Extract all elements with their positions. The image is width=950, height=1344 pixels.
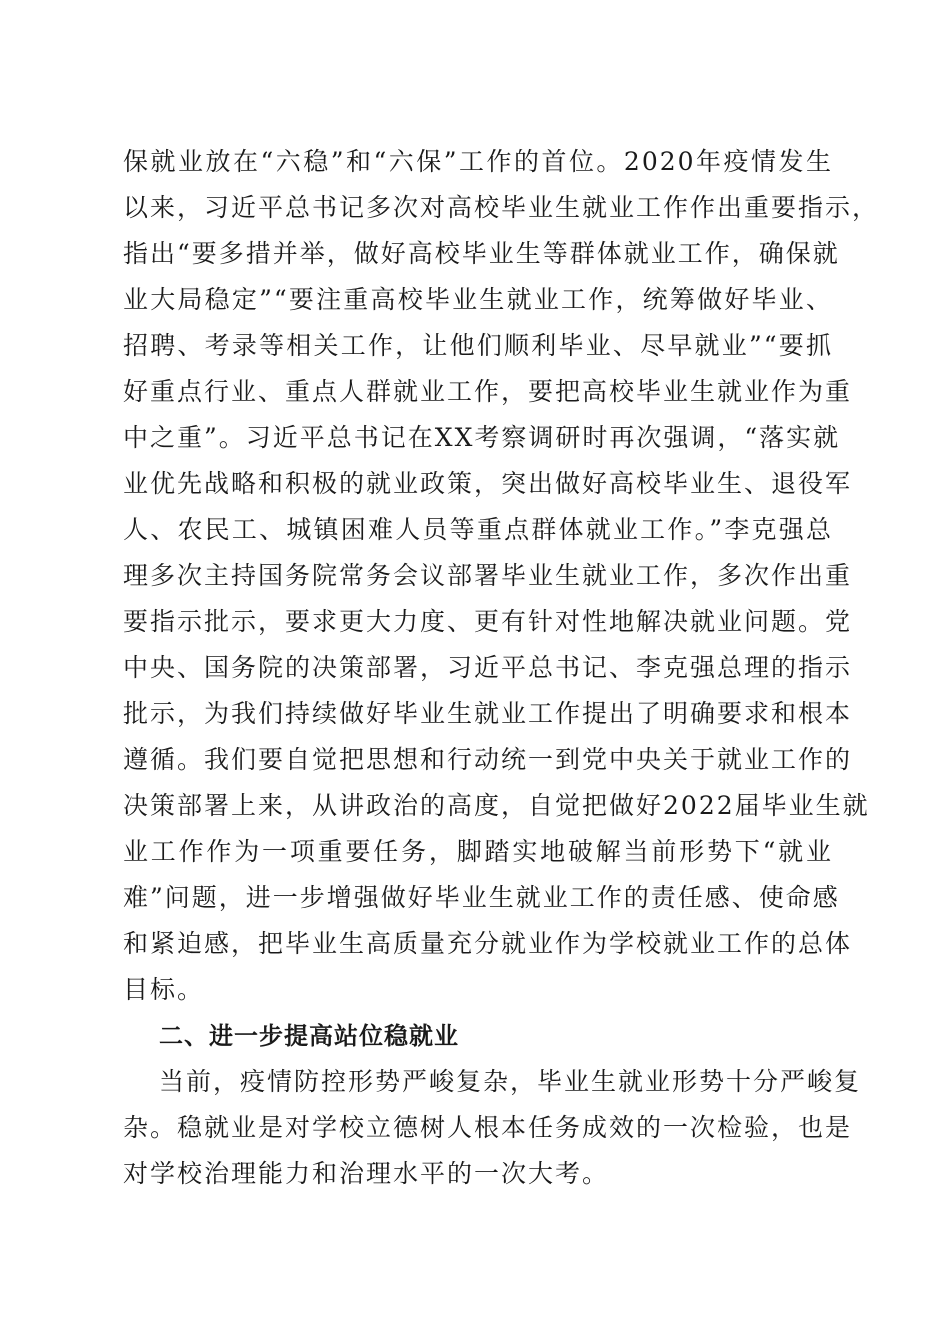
paragraph-line: 业工作作为一项重要任务，脚踏实地破解当前形势下“就业 <box>123 837 833 866</box>
paragraph-line: 难”问题，进一步增强做好毕业生就业工作的责任感、使命感 <box>123 883 840 912</box>
paragraph-line: 保就业放在“六稳”和“六保”工作的首位。2020年疫情发生 <box>123 147 833 176</box>
section-heading: 二、进一步提高站位稳就业 <box>159 1022 459 1050</box>
paragraph-line: 决策部署上来，从讲政治的高度，自觉把做好2022届毕业生就 <box>123 791 870 820</box>
paragraph-line: 业优先战略和积极的就业政策，突出做好高校毕业生、退役军 <box>123 469 853 498</box>
document-body <box>123 139 880 1197</box>
paragraph-line: 招聘、考录等相关工作，让他们顺利毕业、尽早就业”“要抓 <box>123 331 833 360</box>
paragraph-line: 指出“要多措并举，做好高校毕业生等群体就业工作，确保就 <box>123 239 840 268</box>
paragraph-line: 目标。 <box>123 975 205 1004</box>
paragraph-line: 和紧迫感，把毕业生高质量充分就业作为学校就业工作的总体 <box>123 929 853 958</box>
paragraph-line: 要指示批示，要求更大力度、更有针对性地解决就业问题。党 <box>123 607 853 636</box>
paragraph-line: 对学校治理能力和治理水平的一次大考。 <box>123 1159 610 1188</box>
paragraph-line: 理多次主持国务院常务会议部署毕业生就业工作，多次作出重 <box>123 561 853 590</box>
paragraph-line: 杂。稳就业是对学校立德树人根本任务成效的一次检验，也是 <box>123 1113 853 1142</box>
paragraph-line: 当前，疫情防控形势严峻复杂，毕业生就业形势十分严峻复 <box>159 1067 862 1096</box>
paragraph-line: 业大局稳定”“要注重高校毕业生就业工作，统筹做好毕业、 <box>123 285 833 314</box>
paragraph-line: 中之重”。习近平总书记在XX考察调研时再次强调，“落实就 <box>123 423 841 452</box>
paragraph-line: 批示，为我们持续做好毕业生就业工作提出了明确要求和根本 <box>123 699 853 728</box>
paragraph-line: 中央、国务院的决策部署，习近平总书记、李克强总理的指示 <box>123 653 853 682</box>
paragraph-line: 好重点行业、重点人群就业工作，要把高校毕业生就业作为重 <box>123 377 853 406</box>
paragraph-line: 遵循。我们要自觉把思想和行动统一到党中央关于就业工作的 <box>123 745 853 774</box>
paragraph-line: 以来，习近平总书记多次对高校毕业生就业工作作出重要指示， <box>123 193 880 222</box>
paragraph-line: 人、农民工、城镇困难人员等重点群体就业工作。”李克强总 <box>123 515 833 544</box>
